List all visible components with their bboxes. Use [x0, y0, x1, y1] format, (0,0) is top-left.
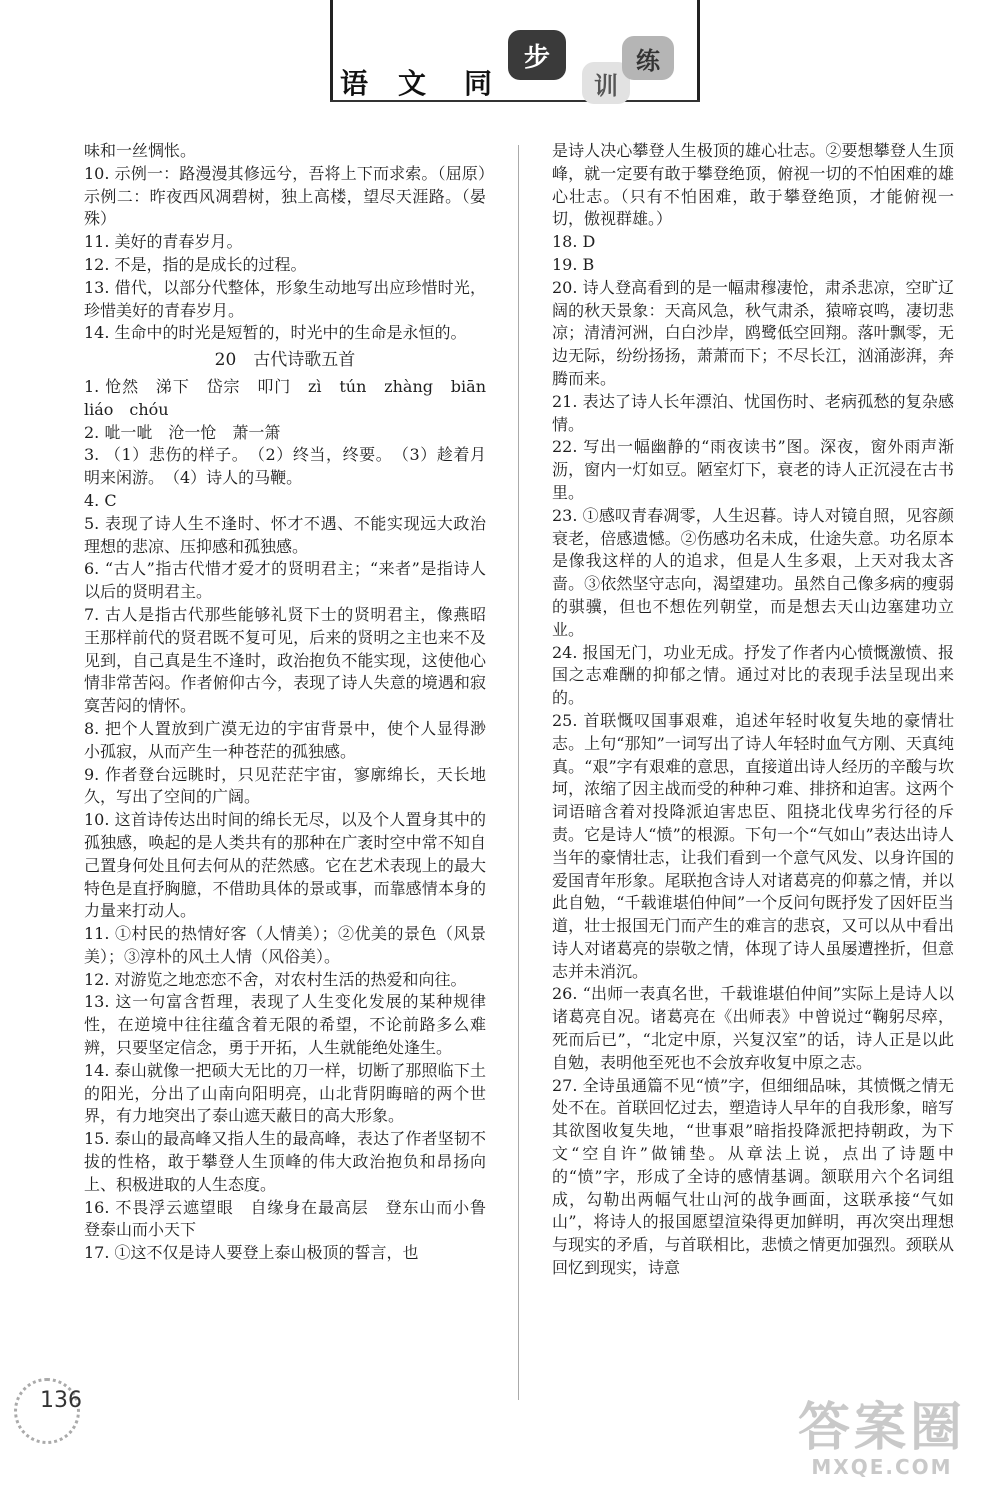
answer-line: 7. 古人是指古代那些能够礼贤下士的贤明君主，像燕昭王那样前代的贤君既不复可见，后来的贤明之主也来不及见到，自己真是生不逢时，政治抱负不能实现，这使他心情非常苦闷。作者俯仰古今，表现了诗人失意的境遇和寂寞苦闷的情怀。	[84, 604, 486, 716]
answer-line: 16. 不畏浮云遮望眼 自缘身在最高层 登东山而小鲁 登泰山而小天下	[84, 1197, 503, 1240]
answer-line: 10. 示例一：路漫漫其修远兮，吾将上下而求索。（屈原） 示例二：昨夜西风凋碧树，独上高楼，望尽天涯路。（晏殊）	[84, 163, 503, 229]
answer-line: 13. 借代，以部分代整体，形象生动地写出应珍惜时光，珍惜美好的青春岁月。	[84, 277, 486, 320]
header-rule-right	[697, 0, 700, 100]
answer-line: 22. 写出一幅幽静的“雨夜读书”图。深夜，窗外雨声渐沥，窗内一灯如豆。陋室灯下，衰老的诗人正沉浸在古书里。	[552, 437, 954, 502]
header-char-tong: 同	[464, 67, 493, 100]
answer-line: 21. 表达了诗人长年漂泊、忧国伤时、老病孤愁的复杂感情。	[552, 391, 954, 434]
answer-line: 11. ①村民的热情好客（人情美）；②优美的景色（风景美）；③淳朴的风土人情（风俗美）。	[84, 924, 486, 966]
answer-line: 17. ①这不仅是诗人要登上泰山极顶的誓言，也	[84, 1243, 419, 1263]
page-number: 136	[40, 1388, 82, 1413]
answer-line: 味和一丝惆怅。	[84, 141, 197, 160]
answer-line: 19. B	[552, 254, 595, 274]
answer-line: 25. 首联慨叹国事艰难，追述年轻时收复失地的豪情壮志。上句“那知”一词写出了诗人年轻时血气方刚、天真纯真。“艰”字有艰难的意思，直接道出诗人经历的辛酸与坎坷，浓缩了因主战而受的种种刁难、排挤和迫害。这两个词语暗含着对投降派迫害忠臣、阻挠北伐卑劣行径的斥责。它是诗人“愤”的根源。下句一个“气如山”表达出诗人当年的豪情壮志，让我们看到一个意气风发、以身许国的爱国青年形象。尾联抱含诗人对诸葛亮的仰慕之情，并以此自勉，“千载谁堪伯仲间”一个反问句既抒发了因奸臣当道，壮士报国无门而产生的难言的悲哀，又可以从中看出诗人对诸葛亮的崇敬之情，体现了诗人虽屡遭挫折，但意志并未消沉。	[552, 710, 954, 981]
answer-line: 是诗人决心攀登人生极顶的雄心壮志。②要想攀登人生顶峰，就一定要有敢于攀登绝顶，俯视一切的不怕困难的雄心壮志。（只有不怕困难，敢于攀登绝顶，才能俯视一切，傲视群雄。）	[552, 141, 954, 229]
answer-line: 6. “古人”指古代惜才爱才的贤明君主；“来者”是指诗人以后的贤明君主。	[84, 559, 486, 602]
answer-line: 12. 不是，指的是成长的过程。	[84, 254, 307, 274]
answer-line: 5. 表现了诗人生不逢时、怀才不遇、不能实现远大政治理想的悲凉、压抑感和孤独感。	[84, 513, 486, 556]
answer-line: 15. 泰山的最高峰又指人生的最高峰，表达了作者坚韧不拔的性格，敢于攀登人生顶峰的伟大政治抱负和昂扬向上、积极进取的人生态度。	[84, 1129, 486, 1194]
answer-line: 13. 这一句富含哲理，表现了人生变化发展的某种规律性，在逆境中往往蕴含着无限的希望，不论前路多么难辨，只要坚定信念，勇于开拓，人生就能绝处逢生。	[84, 992, 486, 1058]
answer-line: 3. （1）悲伤的样子。 （2）终当，终要。 （3）趁着月明来闲游。 （4）诗人的马鞭。	[84, 445, 486, 488]
header-underline	[330, 100, 700, 102]
header-stamp-xun: 训	[582, 62, 630, 104]
answer-line: 18. D	[552, 232, 596, 252]
answer-line: 11. 美好的青春岁月。	[84, 232, 243, 252]
answer-line: 10. 这首诗传达出时间的绵长无尽，以及个人置身其中的孤独感，唤起的是人类共有的那种在广袤时空中常不知自己置身何处且何去何从的茫然感。它在艺术表现上的最大特色是直抒胸臆，不借助具体的景或事，而靠感情本身的力量来打动人。	[84, 810, 486, 921]
header-stamp-bu: 步	[508, 30, 566, 80]
answer-line: 4. C	[84, 490, 117, 510]
answer-line: 26. “出师一表真名世，千载谁堪伯仲间”实际上是诗人以诸葛亮自况。诸葛亮在《出师表》中曾说过“鞠躬尽瘁，死而后已”，“北定中原，兴复汉室”的话，诗人正是以此自勉，表明他至死也不会放弃收复中原之志。	[552, 984, 954, 1072]
answer-line: 24. 报国无门，功业无成。抒发了作者内心愤慨激愤、报国之志难酬的抑郁之情。通过对比的表现手法呈现出来的。	[552, 642, 954, 708]
answer-line: 9. 作者登台远眺时，只见茫茫宇宙，寥廓绵长，天长地久，写出了空间的广阔。	[84, 764, 486, 807]
header-char-wen: 文	[398, 67, 427, 100]
header-rule-left	[330, 0, 333, 100]
watermark-logo	[782, 1400, 982, 1482]
watermark-text: 答案圈	[797, 1398, 966, 1458]
answer-line: 12. 对游览之地恋恋不舍，对农村生活的热爱和向往。	[84, 969, 467, 989]
answer-line: 23. ①感叹青春凋零，人生迟暮。诗人对镜自照，见容颜衰老，倍感遗憾。②伤感功名未成，仕途失意。功名原本是像我这样的人的追求，但是人生多艰，上天对我太吝啬。③依然坚守志向，渴望建功。虽然自己像多病的瘦弱的骐骥，但也不想佐列朝堂，而是想去天山边塞建功立业。	[552, 505, 954, 639]
watermark-url: MXQE.COM	[811, 1455, 953, 1479]
page-header	[0, 0, 1000, 120]
section-title: 20 古代诗歌五首	[214, 350, 356, 371]
header-stamp-lian: 练	[622, 36, 674, 80]
answer-line: 27. 全诗虽通篇不见“愤”字，但细细品味，其愤慨之情无处不在。首联回忆过去，塑造诗人早年的自我形象，暗写其欲图收复失地，“世事艰”暗指投降派把持朝政，为下文“空自许”做铺垫。从章法上说，点出了诗题中的“愤”字，形成了全诗的感情基调。颔联用六个名词组成，勾勒出两幅气壮山河的战争画面，这联承接“气如山”，将诗人的报国愿望渲染得更加鲜明，再次突出理想与现实的矛盾，与首联相比，悲愤之情更加强烈。颈联从回忆到现实，诗意	[552, 1075, 954, 1278]
answer-line: 1. 怆然 涕下 岱宗 叩门 zì tún zhàng biān liáo chóu	[84, 376, 503, 419]
answer-line: 14. 生命中的时光是短暂的，时光中的生命是永恒的。	[84, 323, 467, 343]
right-column	[552, 140, 954, 1280]
left-column	[84, 140, 503, 1265]
answer-line: 2. 呲一呲 沧一怆 萧一箫	[84, 422, 281, 442]
answer-line: 20. 诗人登高看到的是一幅肃穆凄怆，肃杀悲凉，空旷辽阔的秋天景象：天高风急，秋气肃杀，猿啼哀鸣，凄切悲凉；清清河洲，白白沙岸，鸥鹭低空回翔。落叶飘零，无边无际，纷纷扬扬，萧萧而下；不尽长江，汹涌澎湃，奔腾而来。	[552, 277, 954, 388]
column-divider	[518, 145, 519, 1400]
header-char-yu: 语	[340, 67, 369, 100]
answer-line: 14. 泰山就像一把硕大无比的刀一样，切断了那照临下土的阳光，分出了山南向阳明亮，山北背阴晦暗的两个世界，有力地突出了泰山遮天蔽日的高大形象。	[84, 1060, 486, 1126]
answer-line: 8. 把个人置放到广漠无边的宇宙背景中，使个人显得渺小孤寂，从而产生一种苍茫的孤独感。	[84, 718, 486, 761]
